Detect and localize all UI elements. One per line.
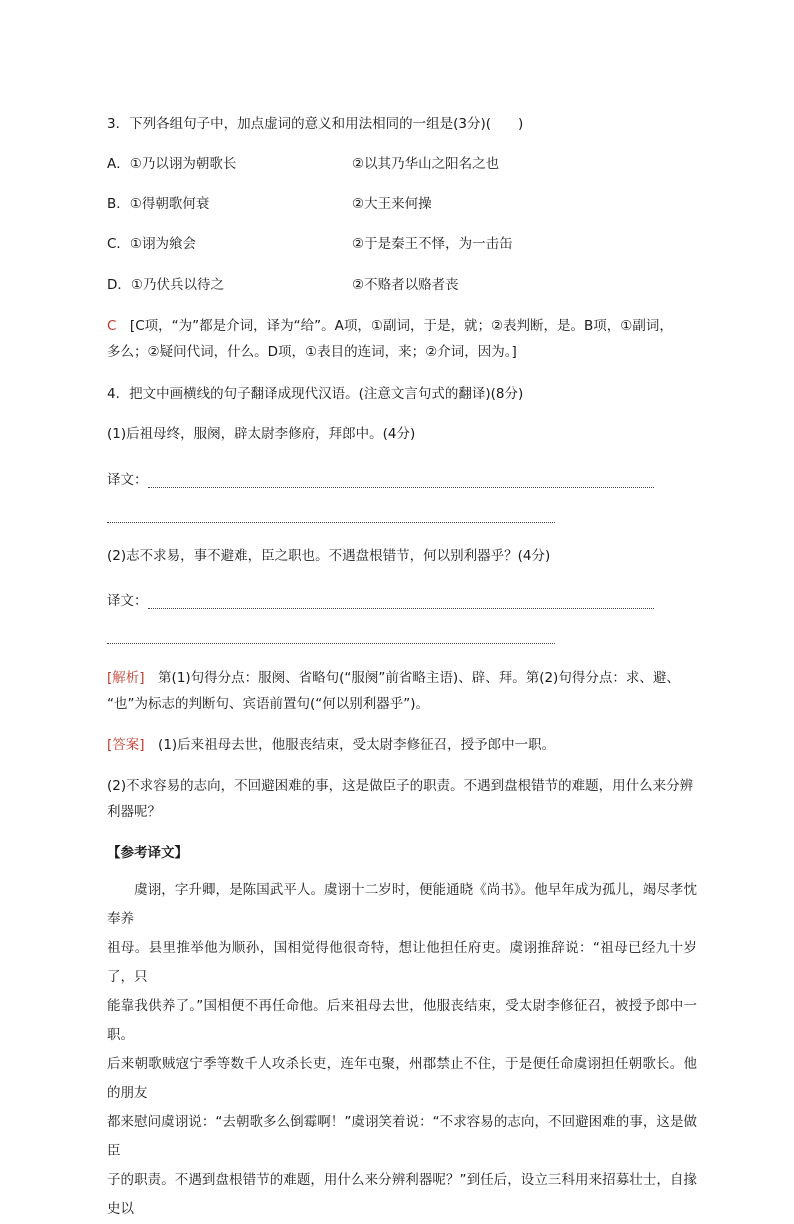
- answer-text-1: (1)后来祖母去世，他服丧结束，受太尉李修征召，授予郎中一职。: [144, 737, 556, 753]
- analysis-text: 第(1)句得分点：服阕、省略句(“服阕”前省略主语)、辟、拜。第(2)句得分点：求、避、: [144, 670, 680, 686]
- answer-blank-line[interactable]: [148, 596, 654, 609]
- reference-line: 虞诩，字升卿，是陈国武平人。虞诩十二岁时，便能通晓《尚书》。他早年成为孤儿，竭尽孝忱奉养: [107, 882, 697, 927]
- translation-row-1b[interactable]: [107, 510, 555, 523]
- q3-option-c-right: ②于是秦王不怿，为一击缶: [352, 236, 513, 252]
- translation-label: 译文：: [107, 472, 148, 488]
- q3-option-a-left: A．①乃以诩为朝歌长: [107, 156, 237, 172]
- q4-sentence-2: (2)志不求易，事不避难，臣之职也。不遇盘根错节，何以别利器乎？(4分): [107, 548, 551, 564]
- answer-tag: [答案]: [107, 737, 145, 753]
- analysis-tag: [解析]: [107, 670, 145, 686]
- answer-blank-line[interactable]: [107, 631, 555, 644]
- q3-answer-line1: [107, 316, 673, 336]
- q3-answer-letter: C: [107, 318, 117, 334]
- reference-heading: 【参考译文】: [107, 845, 188, 861]
- reference-line: 后来朝歌贼寇宁季等数千人攻杀长吏，连年屯聚，州郡禁止不住，于是便任命虞诩担任朝歌长。他的朋友: [107, 1056, 697, 1101]
- q4-stem: 4．把文中画横线的句子翻译成现代汉语。(注意文言句式的翻译)(8分): [107, 386, 524, 402]
- q3-option-d-right: ②不赂者以赂者丧: [352, 277, 459, 293]
- reference-line: 都来慰问虞诩说：“去朝歌多么倒霉啊！”虞诩笑着说：“不求容易的志向，不回避困难的事，这是做臣: [107, 1114, 697, 1159]
- reference-line: 能靠我供养了。”国相便不再任命他。后来祖母去世，他服丧结束，受太尉李修征召，被授予郎中一职。: [107, 998, 697, 1043]
- translation-row-2b[interactable]: [107, 631, 555, 644]
- translation-row-2[interactable]: [107, 589, 654, 609]
- q3-answer-line2: 多么；②疑问代词，什么。D项，①表目的连词，来；②介词，因为。]: [107, 344, 517, 360]
- analysis-line2: “也”为标志的判断句、宾语前置句(“何以别利器乎”)。: [107, 696, 430, 712]
- q3-option-a-right: ②以其乃华山之阳名之也: [352, 156, 500, 172]
- analysis-line1: [107, 668, 680, 688]
- answer-blank-line[interactable]: [148, 475, 654, 488]
- q3-stem: 3．下列各组句子中，加点虚词的意义和用法相同的一组是(3分)( ): [107, 116, 524, 132]
- q4-sentence-1: (1)后祖母终，服阕，辟太尉李修府，拜郎中。(4分): [107, 426, 416, 442]
- q3-option-b-right: ②大王来何操: [352, 196, 432, 212]
- q3-option-b-left: B．①得朝歌何衰: [107, 196, 210, 212]
- reference-line: 子的职责。不遇到盘根错节的难题，用什么来分辨利器呢？”到任后，设立三科用来招募壮士，自掾史以: [107, 1172, 697, 1217]
- reference-line: 祖母。县里推举他为顺孙，国相觉得他很奇特，想让他担任府吏。虞诩推辞说：“祖母已经九十岁了，只: [107, 940, 697, 985]
- translation-row-1[interactable]: [107, 468, 654, 488]
- reference-translation: [107, 876, 697, 1224]
- answer-line1: [107, 735, 555, 755]
- q3-option-d-left: D．①乃伏兵以待之: [107, 277, 224, 293]
- answer2-line1: (2)不求容易的志向，不回避困难的事，这是做臣子的职责。不遇到盘根错节的难题，用什么来分辨: [107, 778, 694, 794]
- translation-label: 译文：: [107, 593, 148, 609]
- answer2-line2: 利器呢？: [107, 804, 161, 820]
- q3-answer-explanation: [C项，“为”都是介词，译为“给”。A项，①副词，于是，就；②表判断，是。B项，①副词，: [116, 318, 673, 334]
- answer-blank-line[interactable]: [107, 510, 555, 523]
- q3-option-c-left: C．①诩为飨会: [107, 236, 197, 252]
